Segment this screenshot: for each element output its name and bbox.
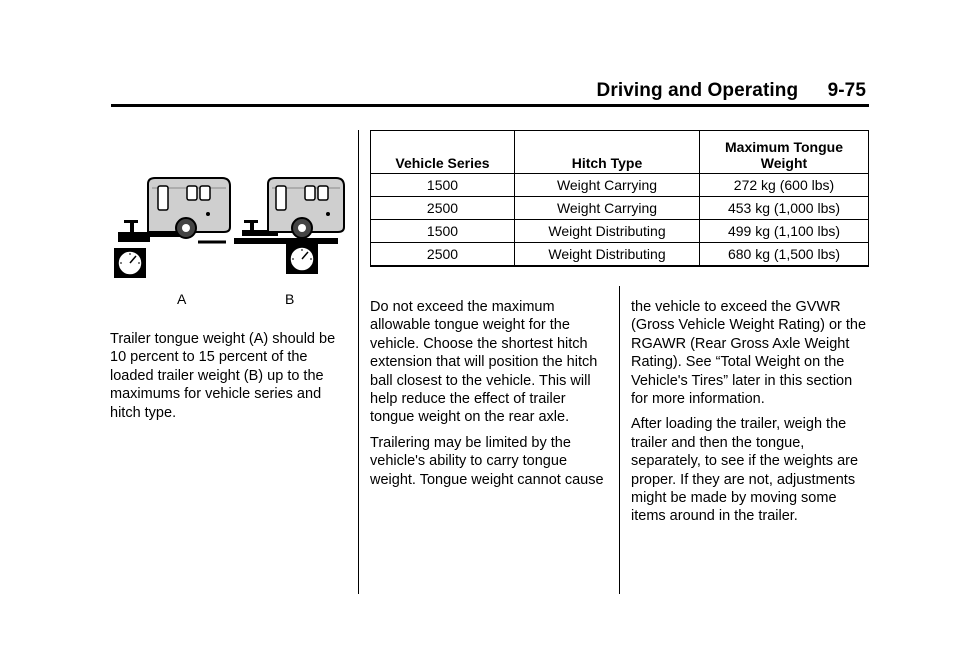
left-column-text [110, 330, 350, 429]
trailer-weight-illustration [110, 172, 350, 312]
table-cell: 272 kg (600 lbs) [700, 174, 869, 197]
paragraph: Do not exceed the maximum allowable tongue weight for the vehicle. Choose the shortest hitch extension that will position the hitch ball closest to the vehicle. This will help reduce the effect of trailer tongue weight on the rear axle. [370, 299, 598, 426]
table-cell: 2500 [371, 243, 515, 267]
column-header: Vehicle Series [371, 131, 515, 174]
figure-label-a: A [177, 291, 187, 307]
column-divider-left [358, 130, 359, 594]
trailer-b-icon [234, 178, 344, 274]
table-row [371, 174, 869, 197]
table-row [371, 220, 869, 243]
column-divider-right [619, 286, 620, 594]
table-row [371, 197, 869, 220]
table-cell: 499 kg (1,100 lbs) [700, 220, 869, 243]
paragraph: After loading the trailer, weigh the trailer and then the tongue, separately, to see if the weights are proper. If they are not, adjustments might be made by moving some items around in the trailer. [631, 416, 859, 525]
right-column-text [631, 298, 871, 533]
paragraph: Trailering may be limited by the vehicle's ability to carry tongue weight. Tongue weight cannot cause [370, 434, 604, 488]
trailer-a-icon [114, 178, 230, 278]
column-header: Hitch Type [515, 131, 700, 174]
column-header: Maximum Tongue Weight [700, 131, 869, 174]
section-title: Driving and Operating [596, 80, 799, 101]
paragraph: Trailer tongue weight (A) should be 10 percent to 15 percent of the loaded trailer weight (B) up to the maximums for vehicle series and hitch type. [110, 331, 336, 421]
table-row [371, 243, 869, 267]
table-cell: 1500 [371, 220, 515, 243]
table-cell: Weight Carrying [515, 197, 700, 220]
table-cell: Weight Carrying [515, 174, 700, 197]
table-header-row [371, 131, 869, 174]
tongue-weight-table [370, 130, 869, 267]
table-cell: 680 kg (1,500 lbs) [700, 243, 869, 267]
table-cell: 2500 [371, 197, 515, 220]
page-number: 9-75 [827, 80, 866, 101]
table-cell: 1500 [371, 174, 515, 197]
figure-label-b: B [285, 291, 295, 307]
table-cell: 453 kg (1,000 lbs) [700, 197, 869, 220]
page-header [0, 80, 866, 102]
header-rule [111, 104, 869, 107]
paragraph: the vehicle to exceed the GVWR (Gross Vehicle Weight Rating) or the RGAWR (Rear Gross Axle Weight Rating). See “Total Weight on the Vehicle's Tires” later in this section for more information. [631, 299, 867, 408]
middle-column-text [370, 298, 610, 496]
table-cell: Weight Distributing [515, 243, 700, 267]
table-cell: Weight Distributing [515, 220, 700, 243]
